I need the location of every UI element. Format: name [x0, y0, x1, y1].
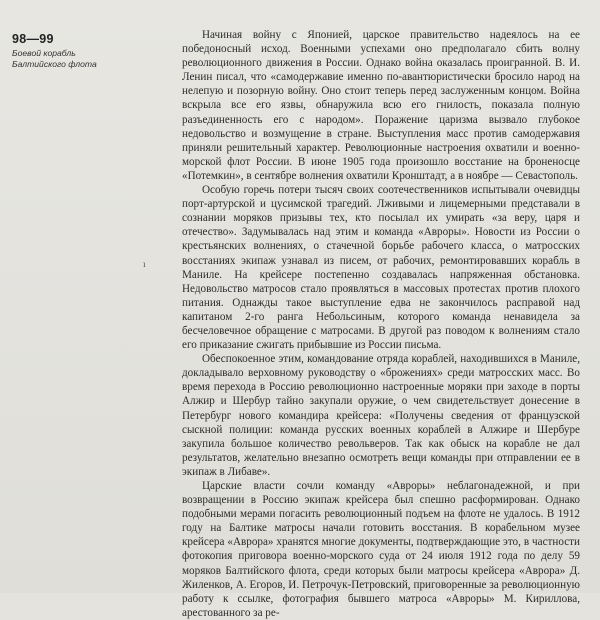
caption-line-1: Боевой корабль [12, 48, 76, 58]
figure-caption [12, 48, 142, 70]
paragraph-4: Царские власти сочли команду «Авроры» неблагонадежной, и при возвращении в Россию экипаж крейсера был спешно расформирован. Однако подобными мерами погасить революционный подъем на флоте не удалось. В 1912 году на Балтике матросы начали готовить восстания. В корабельном музее крейсера «Аврора» хранятся многие документы, подтверждающие это, в частности фотокопия приговора военно-морского суда от 24 июля 1912 года по делу 59 моряков Балтийского флота, среди которых были матросы крейсера «Аврора» Д. Жиленков, А. Егоров, И. Петрочук-Петровский, приговоренные за революционную работу к ссылке, фотография бывшего матроса «Авроры» М. Кириллова, арестованного за ре- [182, 480, 580, 619]
paragraph-3: Обеспокоенное этим, командование отряда кораблей, находившихся в Маниле, докладывало верховному руководству о «брожениях» среди матросских масс. Во время перехода в Россию революционно настроенные моряки при заходе в порты Алжир и Шербур тайно закупали оружие, о чем свидетельствует донесение в Петербург нового командира крейсера: «Получены сведения от французской сыскной полиции: команда русских военных кораблей в Алжире и Шербуре закупила большое количество револьверов. Так как обыск на корабле не дал результатов, желательно внезапно осмотреть вещи команды при отправлении ее в экипаж в Либаве». [182, 353, 580, 478]
page-number: 98—99 [12, 32, 54, 46]
margin-mark: ı [143, 260, 146, 269]
page-margin-header [12, 32, 142, 70]
body-text [182, 28, 580, 620]
paragraph-2: Особую горечь потери тысяч своих соотечественников испытывали очевидцы порт-артурской и цусимской трагедий. Лживыми и лицемерными представали в сознании моряков призывы тех, кто посылал их умирать «за веру, царя и отечество». Задумывалась над этим и команда «Авроры». Новости из России о крестьянских волнениях, о стачечной борьбе рабочего класса, о матросских восстаниях экипаж узнавал из писем, от рабочих, ремонтировавших корабль в Маниле. На крейсере постепенно создавалась напряженная обстановка. Недовольство матросов стало проявляться в массовых протестах против плохого питания. Однажды такое выступление едва не закончилось расправой над капитаном 2-го ранга Небольсиным, которого команда ненавидела за бесчеловечное обращение с матросами. В другой раз поводом к волнениям стало его приказание сжигать прибывшие из России письма. [182, 184, 580, 352]
caption-line-2: Балтийского флота [12, 59, 97, 69]
paragraph-1: Начиная войну с Японией, царское правительство надеялось на ее победоносный исход. Военными успехами оно предполагало сбить волну революционного движения в России. Однако война оказалась проигранной. В. И. Ленин писал, что «самодержавие именно по-авантюристически бросило народ на нелепую и позорную войну. Оно стоит теперь перед заслуженным концом. Война вскрыла все его язвы, обнаружила всю его гнилость, показала полную разъединенность его с народом». Поражение царизма вызвало глубокое недовольство и возмущение в стране. Выступления масс против самодержавия приняли решительный характер. Революционные настроения охватили и военно-морской флот России. В июне 1905 года произошло восстание на броненосце «Потемкин», в сентябре волнения охватили Кронштадт, а в ноябре — Севастополь. [182, 29, 580, 182]
